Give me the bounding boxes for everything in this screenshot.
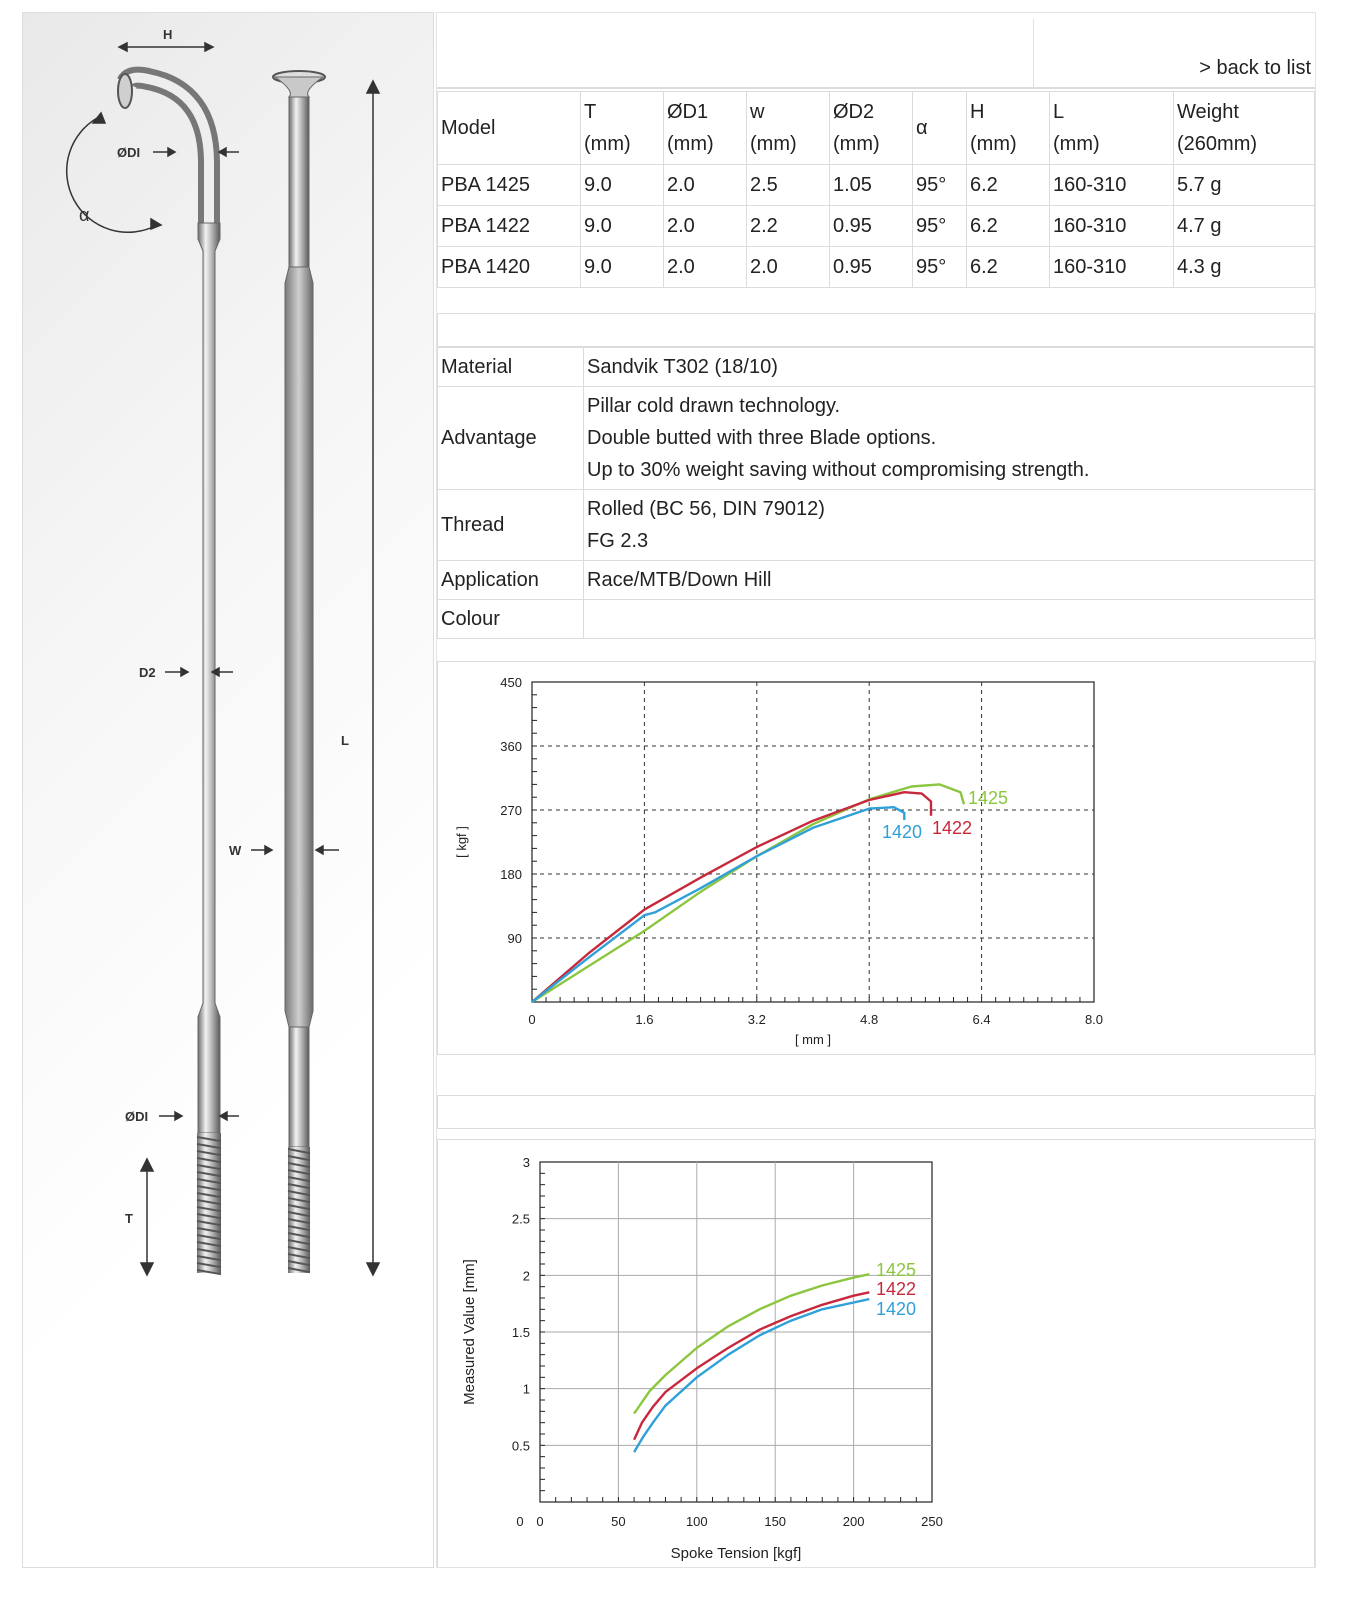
spec-header-d1 <box>664 92 747 165</box>
y-tick-label: 2.5 <box>511 1211 530 1227</box>
table-cell: 95° <box>913 165 967 206</box>
property-value: Sandvik T302 (18/10) <box>584 348 1315 387</box>
x-axis-title: Spoke Tension [kgf] <box>670 1545 802 1562</box>
x-tick-label: 0 <box>536 1514 544 1529</box>
spec-header-t <box>581 92 664 165</box>
y-tick-label: 0.5 <box>511 1438 530 1454</box>
property-line: FG 2.3 <box>587 530 649 552</box>
tensile-strength-chart <box>438 662 1314 1054</box>
table-cell: 5.7 g <box>1174 165 1315 206</box>
dim-label-w: W <box>229 843 242 858</box>
table-cell: PBA 1420 <box>438 247 581 288</box>
table-cell: 2.0 <box>747 247 830 288</box>
x-tick-label: 150 <box>764 1514 787 1529</box>
spec-header-h <box>967 92 1050 165</box>
table-cell: 160-310 <box>1050 206 1174 247</box>
table-cell: 6.2 <box>967 206 1050 247</box>
y-tick-label: 2 <box>522 1268 530 1284</box>
property-value <box>584 387 1315 490</box>
x-tick-label: 1.6 <box>635 1012 654 1027</box>
property-line: Rolled (BC 56, DIN 79012) <box>587 498 825 520</box>
dimension-annotations <box>67 43 379 1275</box>
tension-chart-panel <box>437 1139 1315 1567</box>
spec-header-w <box>747 92 830 165</box>
property-label: Application <box>438 561 584 600</box>
spec-header-l <box>1050 92 1174 165</box>
y-tick-label: 1 <box>522 1381 530 1397</box>
x-tick-label: 200 <box>842 1514 865 1529</box>
header-unit: (mm) <box>1053 133 1100 155</box>
x-tick-label: 3.2 <box>747 1012 766 1027</box>
dim-label-alpha: α <box>79 205 90 225</box>
dim-label-d2: D2 <box>139 665 156 680</box>
dim-label-d1-bottom: ØDI <box>125 1109 149 1124</box>
table-cell: 160-310 <box>1050 165 1174 206</box>
table-cell: 95° <box>913 247 967 288</box>
table-cell: 2.2 <box>747 206 830 247</box>
header-text: α <box>916 117 928 139</box>
y-tick-label: 270 <box>500 803 522 818</box>
header-text: H <box>970 101 985 123</box>
header-text: ØD1 <box>667 101 709 123</box>
straight-spoke <box>273 71 325 1273</box>
spec-header-row <box>438 92 1315 165</box>
header-text: w <box>750 101 765 123</box>
table-cell: 4.7 g <box>1174 206 1315 247</box>
tensile-chart-panel <box>437 661 1315 1055</box>
dim-label-l: L <box>341 733 349 748</box>
header-unit: (mm) <box>750 133 797 155</box>
straight-thread <box>288 1147 310 1273</box>
spec-header-d2 <box>830 92 913 165</box>
dim-label-t: T <box>125 1211 133 1226</box>
table-cell: 9.0 <box>581 165 664 206</box>
table-cell: PBA 1422 <box>438 206 581 247</box>
table-cell: 6.2 <box>967 247 1050 288</box>
series-label-1425: 1425 <box>876 1260 917 1280</box>
series-label-1422: 1422 <box>876 1279 917 1299</box>
table-cell: 2.0 <box>664 165 747 206</box>
y-axis-title: [ kgf ] <box>454 826 469 858</box>
table-cell: 0.95 <box>830 206 913 247</box>
x-tick-label: 50 <box>611 1514 626 1529</box>
property-row-material <box>438 348 1315 387</box>
table-cell: 2.0 <box>664 247 747 288</box>
table-cell: 2.5 <box>747 165 830 206</box>
spoke-diagram <box>23 13 435 1569</box>
header-unit: (mm) <box>833 133 880 155</box>
property-value <box>584 600 1315 639</box>
y-tick-label: 180 <box>500 867 522 882</box>
table-cell: 95° <box>913 206 967 247</box>
header-text: T <box>584 101 597 123</box>
y-axis-title: Measured Value [mm] <box>461 1259 478 1405</box>
table-cell: 4.3 g <box>1174 247 1315 288</box>
table-cell: 9.0 <box>581 247 664 288</box>
property-row-thread <box>438 490 1315 561</box>
section-divider-bar <box>437 1095 1315 1129</box>
property-line: Pillar cold drawn technology. <box>587 395 841 417</box>
dim-label-d1-top: ØDI <box>117 145 141 160</box>
table-cell: PBA 1425 <box>438 165 581 206</box>
spec-header-model <box>438 92 581 165</box>
header-text: L <box>1053 101 1065 123</box>
property-row-advantage <box>438 387 1315 490</box>
table-cell: 2.0 <box>664 206 747 247</box>
properties-table <box>437 347 1315 639</box>
x-tick-label: 0 <box>516 1514 524 1529</box>
x-tick-label: 250 <box>921 1514 943 1529</box>
property-label: Material <box>438 348 584 387</box>
header-unit: (mm) <box>667 133 714 155</box>
series-label-1425: 1425 <box>968 788 1009 808</box>
table-cell: 6.2 <box>967 165 1050 206</box>
x-tick-label: 8.0 <box>1084 1012 1104 1027</box>
table-cell: 0.95 <box>830 247 913 288</box>
x-tick-label: 4.8 <box>860 1012 879 1027</box>
header-unit: (mm) <box>970 133 1017 155</box>
table-row <box>438 206 1315 247</box>
x-tick-label: 0 <box>528 1012 536 1027</box>
jbend-spoke <box>118 74 221 1274</box>
spoke-diagram-panel <box>22 12 434 1568</box>
spec-header-weight <box>1174 92 1315 165</box>
property-line: Double butted with three Blade options. <box>587 427 937 449</box>
series-label-1422: 1422 <box>932 818 973 838</box>
table-cell: 160-310 <box>1050 247 1174 288</box>
spec-header-alpha <box>913 92 967 165</box>
x-axis-title: [ mm ] <box>794 1032 832 1047</box>
back-to-list-link[interactable]: > back to list <box>1199 57 1311 79</box>
jbend-thread <box>197 1133 221 1274</box>
header-text: ØD2 <box>833 101 875 123</box>
y-tick-label: 360 <box>500 739 522 754</box>
y-tick-label: 1.5 <box>511 1325 530 1340</box>
product-detail-panel <box>436 12 1316 1568</box>
table-row <box>438 165 1315 206</box>
y-tick-label: 90 <box>507 931 522 946</box>
x-tick-label: 100 <box>685 1514 708 1529</box>
x-tick-label: 6.4 <box>972 1012 991 1027</box>
property-value <box>584 490 1315 561</box>
header-text: Model <box>441 117 496 139</box>
table-cell: 9.0 <box>581 206 664 247</box>
property-label: Colour <box>438 600 584 639</box>
dim-label-h: H <box>163 27 173 42</box>
property-label: Advantage <box>438 387 584 490</box>
plot-area <box>532 682 1094 1002</box>
property-line: Up to 30% weight saving without compromising strength. <box>587 459 1090 481</box>
property-label: Thread <box>438 490 584 561</box>
header-unit: (mm) <box>584 133 631 155</box>
property-row-colour <box>438 600 1315 639</box>
top-bar-divider <box>1033 19 1034 87</box>
spec-table <box>437 91 1315 288</box>
section-divider-bar <box>437 313 1315 347</box>
spoke-tension-chart <box>438 1140 1314 1566</box>
property-row-application <box>438 561 1315 600</box>
table-cell: 1.05 <box>830 165 913 206</box>
series-label-1420: 1420 <box>882 822 923 842</box>
y-tick-label: 450 <box>500 675 522 690</box>
header-unit: (260mm) <box>1177 133 1258 155</box>
top-bar <box>437 13 1315 89</box>
table-row <box>438 247 1315 288</box>
y-tick-label: 3 <box>522 1155 530 1170</box>
series-label-1420: 1420 <box>876 1299 917 1319</box>
property-value: Race/MTB/Down Hill <box>584 561 1315 600</box>
header-text: Weight <box>1177 101 1239 123</box>
